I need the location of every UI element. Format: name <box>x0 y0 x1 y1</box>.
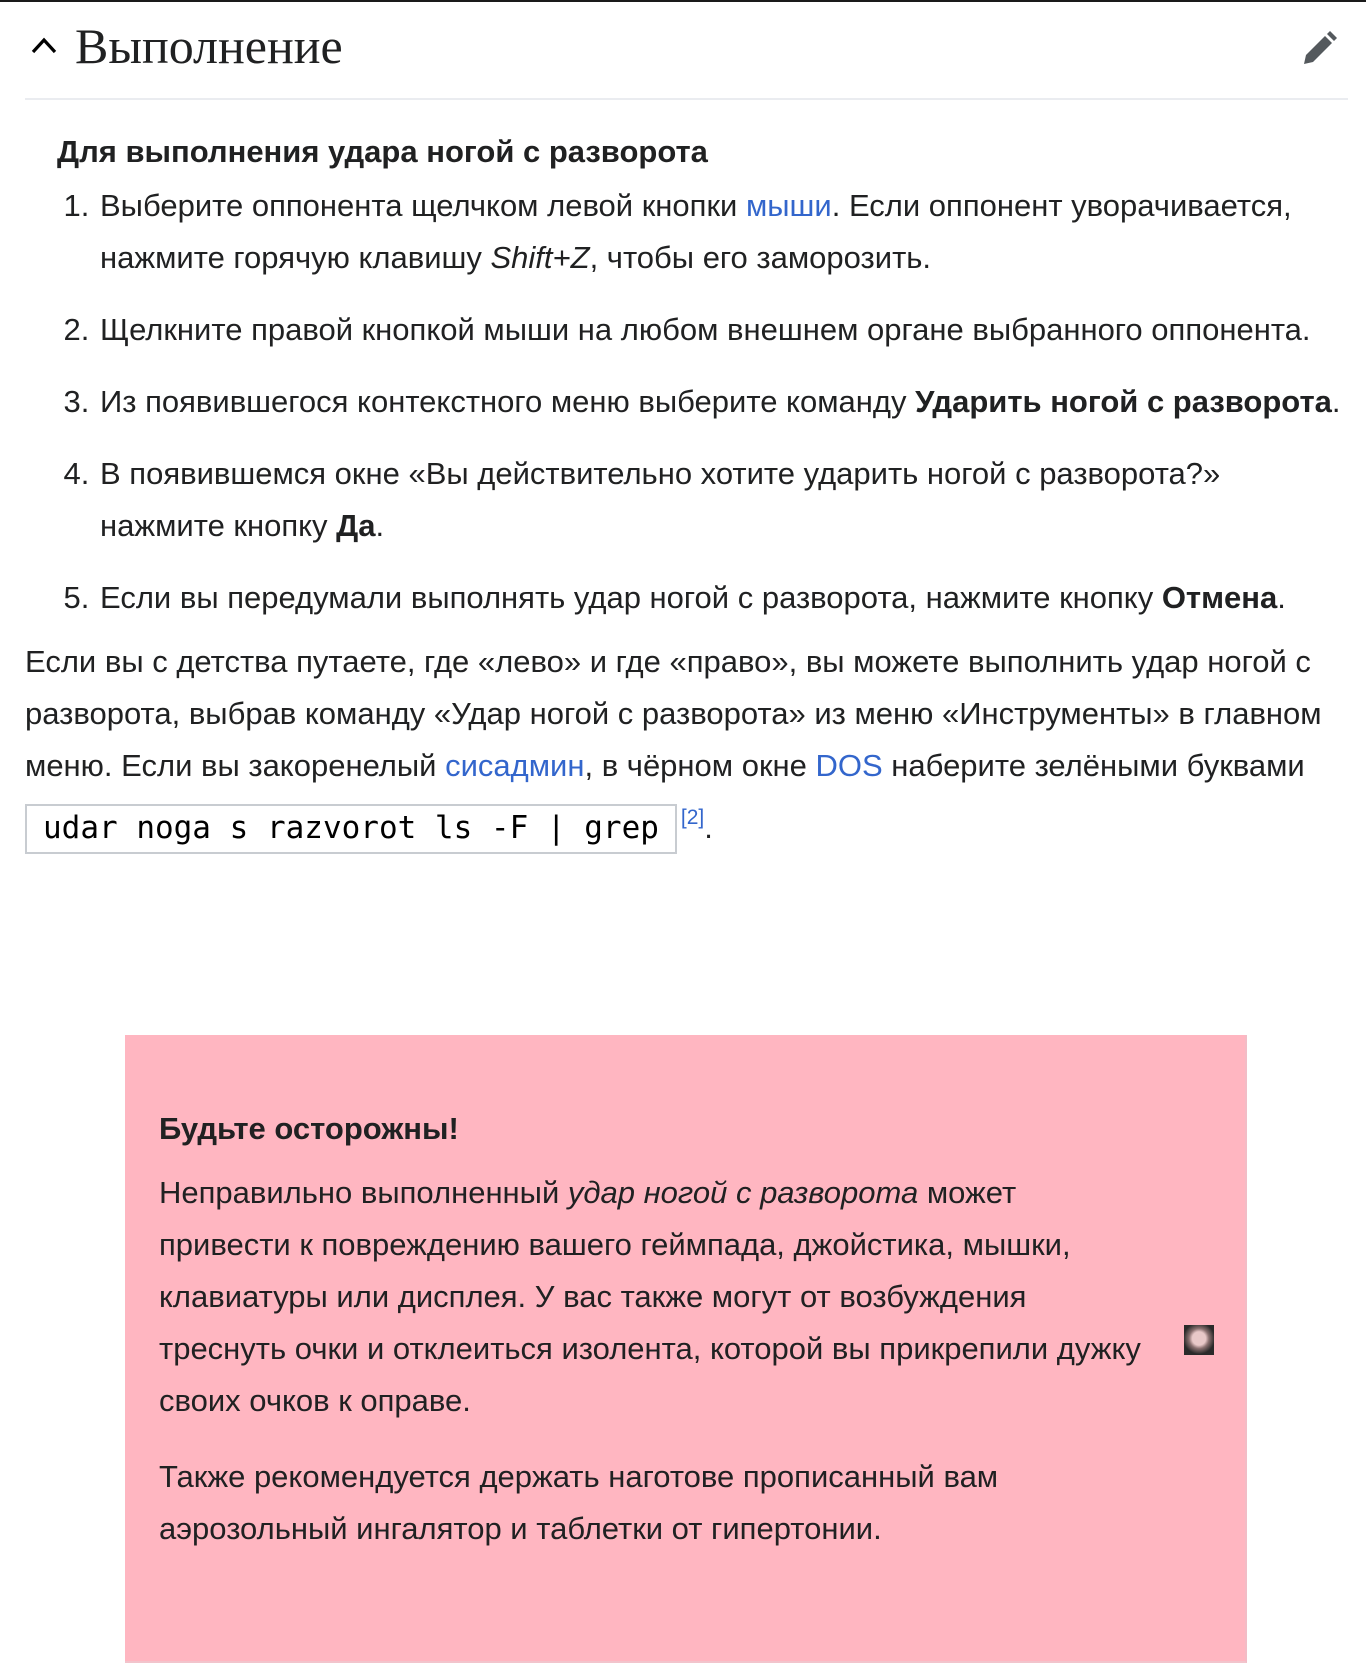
pencil-icon[interactable] <box>1300 28 1340 68</box>
top-border <box>0 0 1366 2</box>
step-text: . <box>1331 384 1341 419</box>
paragraph-text: Если вы с детства путаете, где «лево» и где «право», вы можете выполнить удар ногой с разворота, выбрав команду «Удар ногой с разворота» из меню «Инструменты» в главном меню. Если вы закоренелый <box>25 644 1322 783</box>
warning-text: Неправильно выполненный <box>159 1175 568 1210</box>
paragraph-text: . <box>704 810 713 845</box>
link-mouse[interactable]: мыши <box>745 188 832 223</box>
warning-title: Будьте осторожны! <box>159 1111 459 1146</box>
step-text: . <box>1277 580 1286 615</box>
button-name: Да <box>336 508 376 543</box>
step-text: . Если оппонент уворачивается, нажмите горячую клавишу <box>100 188 1292 275</box>
warning-box <box>125 1035 1247 1663</box>
list-item-step-2 <box>98 304 1345 356</box>
footnote-link[interactable]: [2] <box>680 806 705 829</box>
command-code: udar noga s razvorot ls -F | grep <box>25 804 677 854</box>
step-text: Если вы передумали выполнять удар ногой с разворота, нажмите кнопку <box>100 580 1162 615</box>
warning-emphasis: удар ногой с разворота <box>567 1175 919 1210</box>
dos-paragraph <box>25 636 1345 854</box>
step-text: , чтобы его заморозить. <box>589 240 932 275</box>
steps-list <box>25 180 1345 624</box>
step-text: Щелкните правой кнопкой мыши на любом внешнем органе выбранного оппонента. <box>100 312 1311 347</box>
command-name: Ударить ногой с разворота <box>915 384 1332 419</box>
button-name: Отмена <box>1161 580 1278 615</box>
step-text: В появившемся окне «Вы действительно хотите ударить ногой с разворота?» нажмите кнопку <box>100 456 1221 543</box>
avatar-image[interactable] <box>1184 1325 1214 1355</box>
step-text: . <box>375 508 385 543</box>
list-item-step-3 <box>98 376 1345 428</box>
list-item-step-1 <box>98 180 1345 284</box>
warning-text: может привести к повреждению вашего геймпада, джойстика, мышки, клавиатуры или дисплея. У вас также могут от возбуждения треснуть очки и отклеиться изолента, которой вы прикрепили дужку своих очков к оправе. <box>159 1175 1141 1418</box>
chevron-up-icon[interactable] <box>29 32 59 58</box>
list-item-step-5 <box>98 572 1345 624</box>
warning-text-2: Также рекомендуется держать наготове прописанный вам аэрозольный ингалятор и таблетки от гипертонии. <box>159 1459 999 1546</box>
section-header <box>25 6 1348 100</box>
section-title[interactable]: Выполнение <box>75 18 343 74</box>
link-dos[interactable]: DOS <box>815 748 883 783</box>
step-text: Из появившегося контекстного меню выберите команду <box>100 384 916 419</box>
paragraph-text: , в чёрном окне <box>584 748 816 783</box>
instructions-subheading: Для выполнения удара ногой с разворота <box>57 134 708 169</box>
link-sysadmin[interactable]: сисадмин <box>445 748 585 783</box>
warning-text-1 <box>159 1167 1149 1427</box>
list-item-step-4 <box>98 448 1345 552</box>
paragraph-text: наберите зелёными буквами <box>882 748 1305 783</box>
article-content <box>25 130 1345 854</box>
hotkey-text: Shift+Z <box>490 240 590 275</box>
step-text: Выберите оппонента щелчком левой кнопки <box>100 188 746 223</box>
